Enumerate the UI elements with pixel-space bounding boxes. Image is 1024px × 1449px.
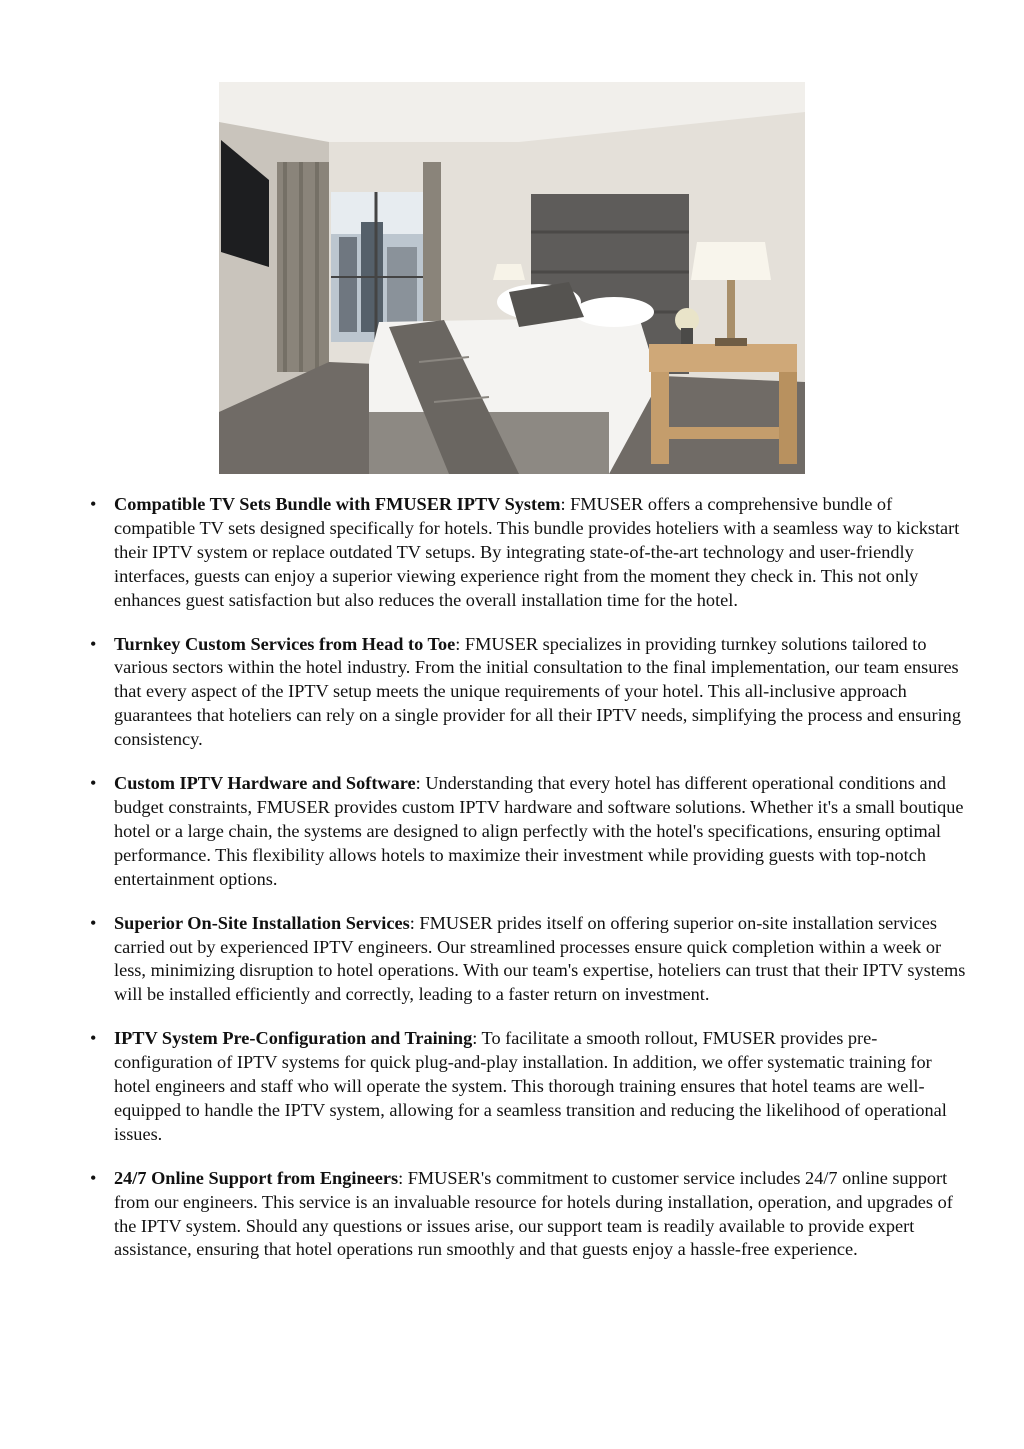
bullet-title: Superior On-Site Installation Services bbox=[114, 912, 410, 933]
bullet-title: IPTV System Pre-Configuration and Training bbox=[114, 1028, 473, 1049]
bullet-icon: • bbox=[90, 1167, 97, 1188]
bullet-title: Compatible TV Sets Bundle with FMUSER IPTV System bbox=[114, 494, 561, 514]
bullet-icon: • bbox=[90, 912, 97, 933]
bullet-icon: • bbox=[90, 1028, 97, 1049]
hotel-room-photo bbox=[219, 82, 805, 474]
list-item bbox=[90, 772, 970, 892]
bullet-title: 24/7 Online Support from Engineers bbox=[114, 1167, 399, 1188]
list-item bbox=[90, 1167, 970, 1263]
bullet-separator: : bbox=[398, 1167, 404, 1188]
list-item bbox=[90, 633, 970, 753]
list-item bbox=[90, 1027, 970, 1147]
bullet-separator: : bbox=[415, 773, 421, 794]
bullet-separator: : bbox=[472, 1028, 478, 1049]
bullet-separator: : bbox=[409, 912, 415, 933]
bullet-body: FMUSER specializes in providing turnkey solutions tailored to various sectors within the hotel industry. From the initial consultation to the final implementation, our team ensures that every aspect of the IPTV setup meets the unique requirements of your hotel. This all-inclusive approach guarantees that hoteliers can rely on a single provider for all their IPTV needs, simplifying the process and ensuring consistency. bbox=[114, 633, 961, 750]
feature-list bbox=[90, 493, 970, 1282]
list-item bbox=[90, 493, 970, 613]
bullet-title: Custom IPTV Hardware and Software bbox=[114, 773, 416, 794]
bullet-body: FMUSER's commitment to customer service includes 24/7 online support from our engineers. This service is an invaluable resource for hotels during installation, operation, and upgrades of the IPTV system. Should any questions or issues arise, our support team is readily available to provide expert assistance, ensuring that hotel operations run smoothly and that guests enjoy a hassle-free experience. bbox=[114, 1167, 953, 1260]
bullet-body: FMUSER offers a comprehensive bundle of compatible TV sets designed specifically for hotels. This bundle provides hoteliers with a seamless way to kickstart their IPTV system or replace outdated TV setups. By integrating state-of-the-art technology and user-friendly interfaces, guests can enjoy a superior viewing experience right from the moment they check in. This not only enhances guest satisfaction but also reduces the overall installation time for the hotel. bbox=[114, 494, 960, 610]
bullet-title: Turnkey Custom Services from Head to Toe bbox=[114, 633, 456, 654]
bullet-separator: : bbox=[560, 494, 566, 514]
bullet-icon: • bbox=[90, 633, 97, 654]
bullet-body: Understanding that every hotel has different operational conditions and budget constraints, FMUSER provides custom IPTV hardware and software solutions. Whether it's a small boutique hotel or a large chain, the systems are designed to align perfectly with the hotel's specifications, ensuring optimal performance. This flexibility allows hotels to maximize their investment while providing guests with top-notch entertainment options. bbox=[114, 773, 964, 889]
bullet-body: FMUSER prides itself on offering superior on-site installation services carried out by experienced IPTV engineers. Our streamlined processes ensure quick completion within a week or less, minimizing disruption to hotel operations. With our team's expertise, hoteliers can trust that their IPTV systems will be installed efficiently and correctly, leading to a faster return on investment. bbox=[114, 912, 966, 1005]
list-item bbox=[90, 912, 970, 1008]
bullet-separator: : bbox=[455, 633, 461, 654]
bullet-icon: • bbox=[90, 494, 97, 514]
bullet-body: To facilitate a smooth rollout, FMUSER provides pre-configuration of IPTV systems for quick plug-and-play installation. In addition, we offer systematic training for hotel engineers and staff who will operate the system. This thorough training ensures that hotel teams are well-equipped to handle the IPTV system, allowing for a seamless transition and reducing the likelihood of operational issues. bbox=[114, 1028, 947, 1144]
bullet-icon: • bbox=[90, 773, 97, 794]
